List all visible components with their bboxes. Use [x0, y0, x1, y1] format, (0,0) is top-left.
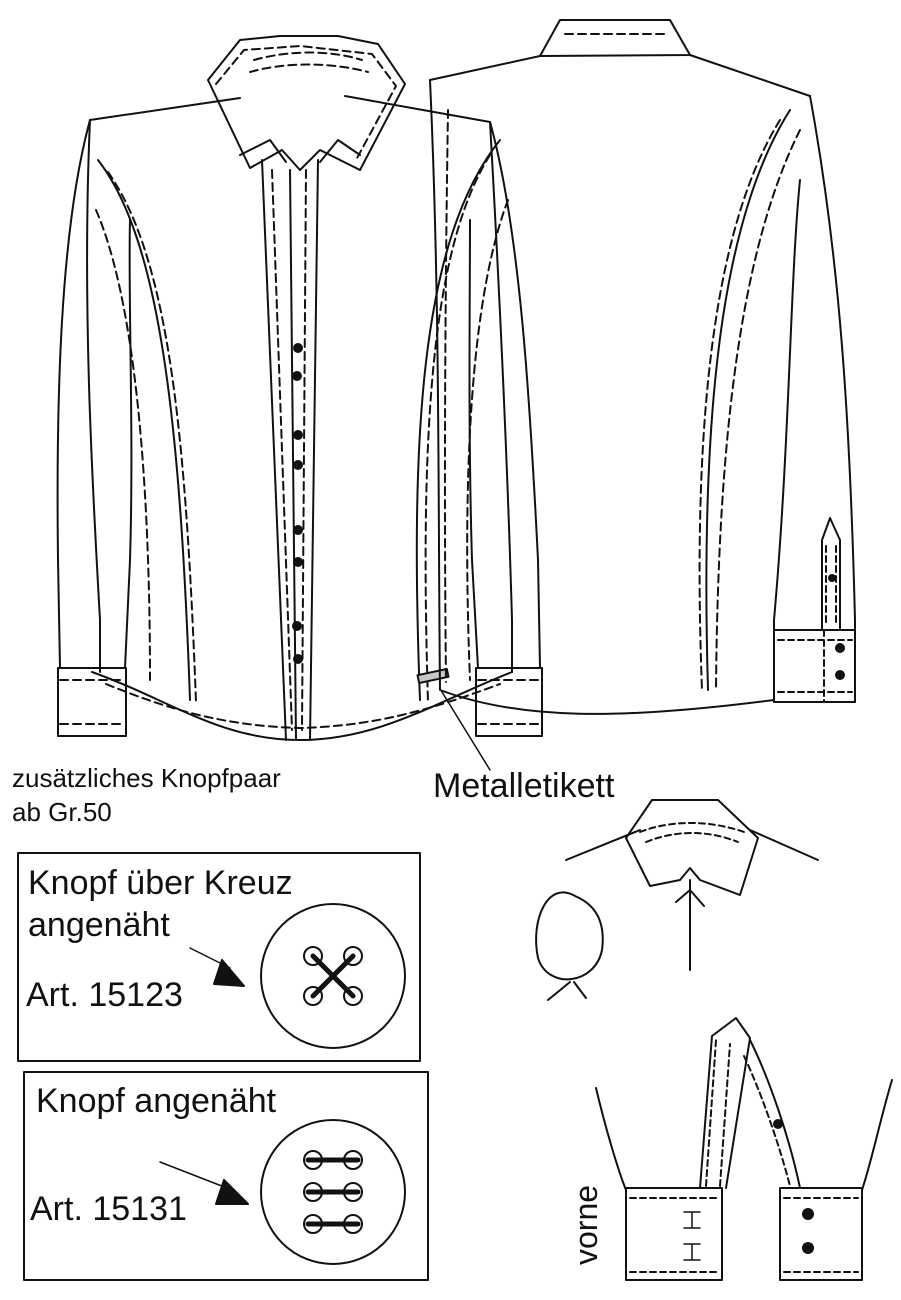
- metal-label-tag: [417, 669, 448, 683]
- shirt-front-view: [58, 36, 542, 770]
- cross-box-article: Art. 15123: [26, 976, 183, 1014]
- cross-box-title-line2: angenäht: [28, 906, 170, 944]
- cuff-detail: [596, 1018, 892, 1280]
- parallel-box-article: Art. 15131: [30, 1190, 187, 1228]
- extra-buttons-note-line2: ab Gr.50: [12, 797, 112, 827]
- cuff-front-label: vorne: [568, 1184, 604, 1265]
- parallel-box-title: Knopf angenäht: [36, 1082, 277, 1120]
- shirt-back-view: [430, 20, 855, 714]
- collar-detail: [536, 800, 818, 1000]
- cross-box-title-line1: Knopf über Kreuz: [28, 864, 293, 902]
- extra-buttons-note-line1: zusätzliches Knopfpaar: [12, 763, 281, 793]
- metal-label-caption: Metalletikett: [433, 767, 615, 805]
